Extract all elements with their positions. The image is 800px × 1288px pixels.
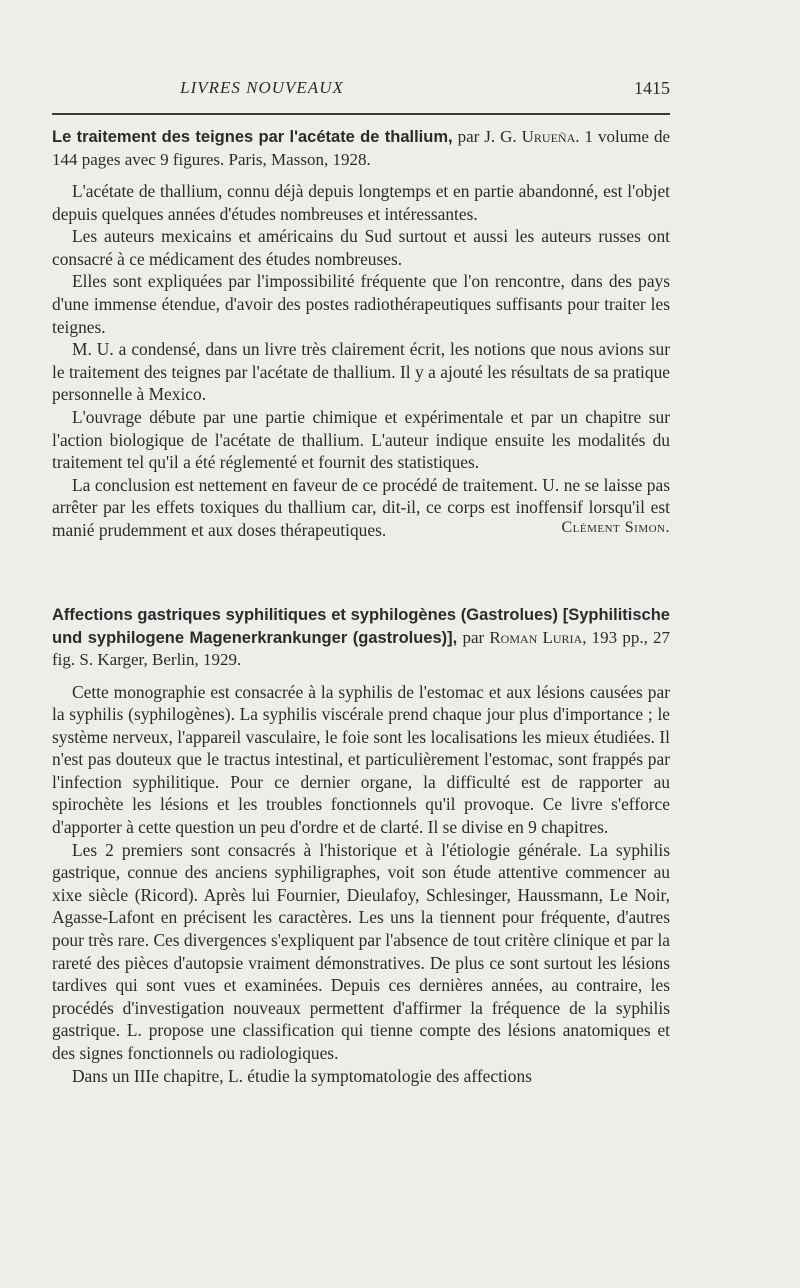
page-header (52, 78, 670, 104)
running-title: LIVRES NOUVEAUX (180, 78, 344, 97)
review-gastrolues (52, 604, 670, 1087)
review-signature: Clément Simon. (561, 518, 670, 536)
review-thallium (52, 126, 670, 540)
review-title: Le traitement des teignes par l'acétate de thallium, (52, 128, 453, 146)
review-details: 193 pp., 27 fig. S. Karger, Berlin, 1929. (52, 627, 670, 669)
review-heading (52, 126, 670, 171)
review-author: J. G. Urueña. (484, 127, 580, 146)
review-heading (52, 604, 670, 672)
review-paragraph: L'acétate de thallium, connu déjà depuis longtemps et en partie abandonné, est l'objet depuis quelques années d'études nombreuses et intéressantes. (52, 181, 670, 224)
review-paragraph: M. U. a condensé, dans un livre très clairement écrit, les notions que nous avions sur le traitement des teignes par l'acétate de thallium. Il y a ajouté les résultats de sa pratique personnelle à Mexico. (52, 339, 670, 405)
byline-prefix: par (462, 627, 485, 647)
page-number: 1415 (634, 78, 670, 98)
review-paragraph: La conclusion est nettement en faveur de ce procédé de traitement. U. ne se laisse pas arrêter par les effets toxiques du thallium car, dit-il, ce corps est inoffensif lorsqu'il est manié prudemment et aux doses thérapeutiques. (52, 474, 670, 540)
byline-prefix: par (457, 127, 480, 146)
review-paragraph: Les auteurs mexicains et américains du Sud surtout et aussi les auteurs russes ont consacré à ce médicament des études nombreuses. (52, 226, 670, 269)
review-title: Affections gastriques syphilitiques et syphilogènes (Gastrolues) [Syphilitische und syphilogene Magenerkrankunger (gastrolues)], (52, 606, 670, 647)
review-details: 1 volume de 144 pages avec 9 figures. Paris, Masson, 1928. (52, 127, 670, 169)
review-paragraph: Les 2 premiers sont consacrés à l'historique et à l'étiologie générale. La syphilis gastrique, connue des anciens syphiligraphes, voit son étude attentive commencer au xixe siècle (Ricord). Après lui Fournier, Dieulafoy, Schlesinger, Haussmann, Le Noir, Agasse-Lafont en précisent les caractères. Les uns la tiennent pour fréquente, d'autres pour très rare. Ces divergences s'expliquent par l'absence de tout critère clinique et par la rareté des pièces d'autopsie vraiment démonstratives. De plus ce sont surtout les lésions tardives qui sont vues et examinées. Depuis ces dernières années, au contraire, les procédés d'investigation nouveaux permettent d'affirmer la fréquence de la syphilis gastrique. L. propose une classification qui tienne compte des lésions anatomiques et des signes fonctionnels ou radiologiques. (52, 839, 670, 1063)
review-author: Roman Luria, (489, 627, 587, 647)
review-paragraph: L'ouvrage débute par une partie chimique et expérimentale et par un chapitre sur l'action biologique de l'acétate de thallium. L'auteur indique ensuite les modalités du traitement tel qu'il a été réglementé et fournit des statistiques. (52, 406, 670, 473)
review-paragraph: Elles sont expliquées par l'impossibilité fréquente que l'on rencontre, dans des pays d'une immense étendue, d'avoir des postes radiothérapeutiques suffisants pour traiter les teignes. (52, 271, 670, 337)
review-paragraph: Cette monographie est consacrée à la syphilis de l'estomac et aux lésions causées par la syphilis (syphilogènes). La syphilis viscérale prend chaque jour plus d'importance ; le système nerveux, l'appareil vasculaire, le foie sont les localisations les mieux étudiées. Il n'est pas douteux que le tractus intestinal, et particulièrement l'estomac, sont frappés par l'infection syphilitique. Pour ce dernier organe, la difficulté est de rapporter au spirochète les lésions et les troubles fonctionnels qu'il provoque. Ce livre s'efforce d'apporter à cette question un peu d'ordre et de clarté. Il se divise en 9 chapitres. (52, 681, 670, 838)
review-paragraph: Dans un IIIe chapitre, L. étudie la symptomatologie des affections (72, 1065, 532, 1086)
header-rule (52, 113, 670, 115)
